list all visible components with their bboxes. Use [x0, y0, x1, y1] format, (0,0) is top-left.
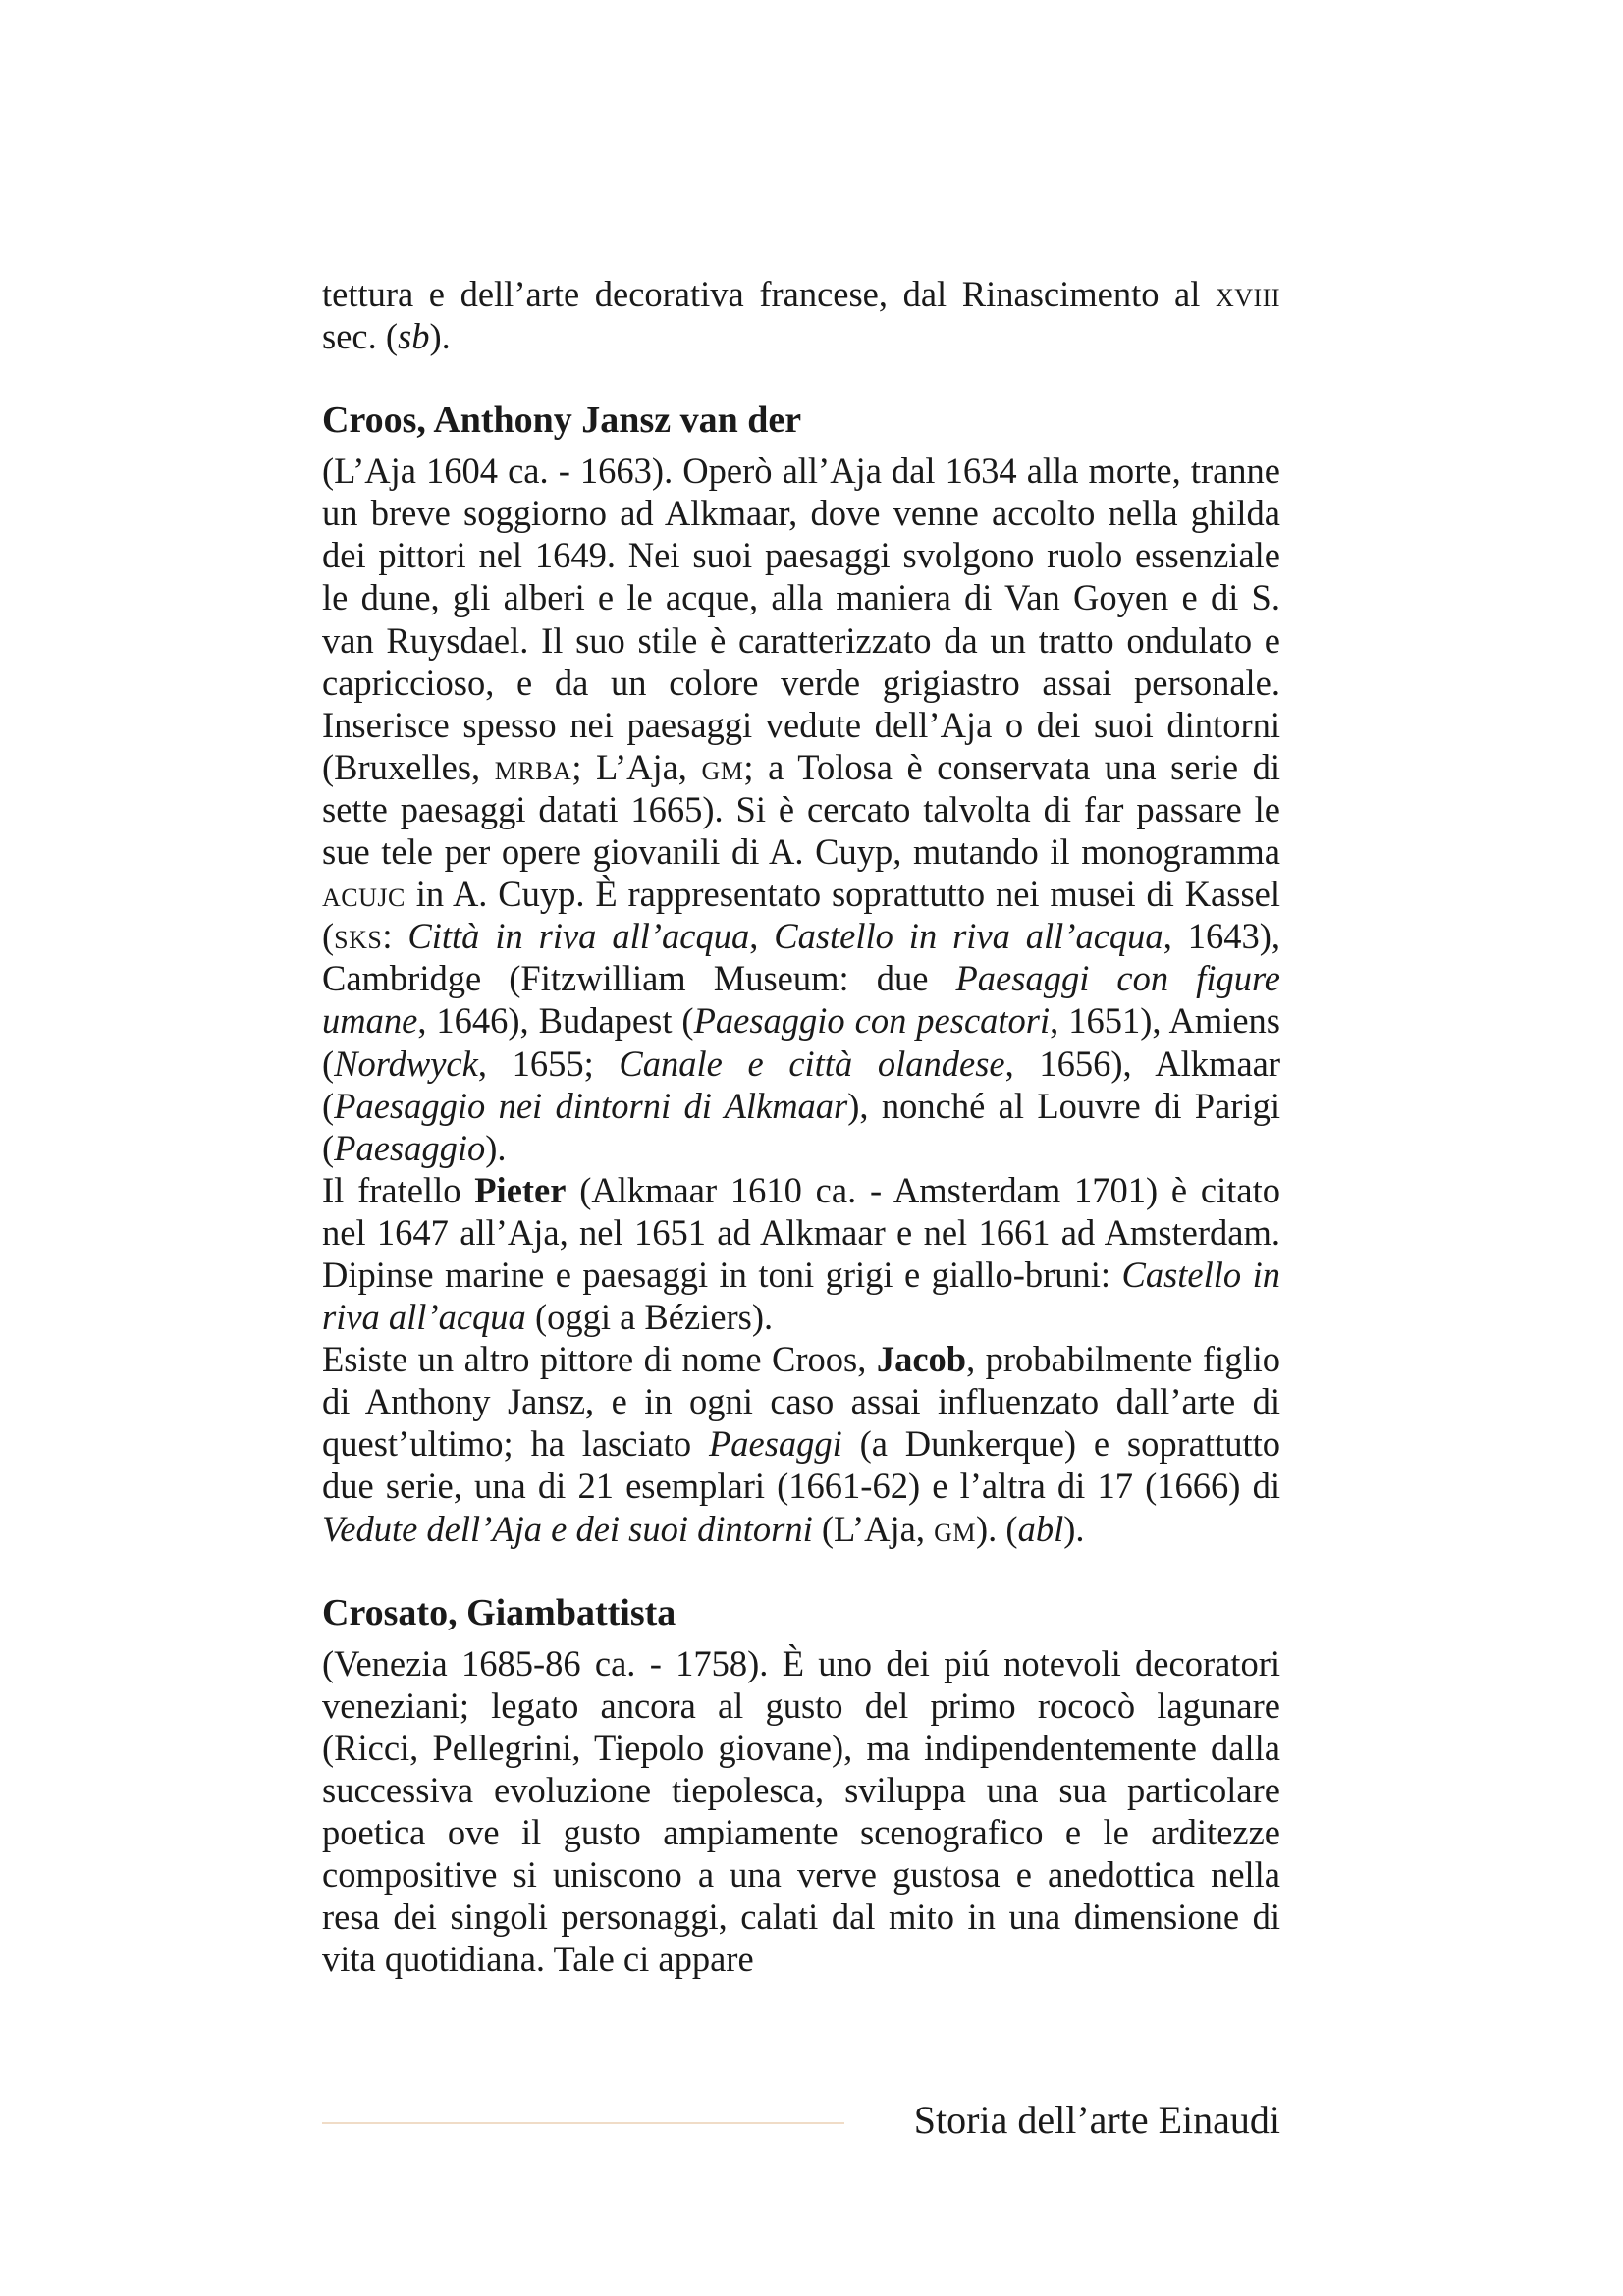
text-run: :: [382, 916, 408, 957]
text-run: ).: [485, 1127, 507, 1168]
text-run: (Venezia 1685-86 ca. - 1758). È uno dei piú notevoli decoratori veneziani; legato ancora al gusto del primo rococò lagunare (Ricci, Pellegrini, Tiepolo giovane), ma indipendentemente dalla successiva evoluzione tiepolesca, sviluppa una sua particolare poetica ove il gusto ampiamente scenografico e le arditezze compositive si uniscono a una verve gustosa e anedottica nella resa dei singoli personaggi, calati dal mito in una dimensione di vita quotidiana. Tale ci appare: [322, 1642, 1280, 1980]
text-run: ), nonché al Louvre di Parigi (: [322, 1085, 1280, 1168]
text-run: ; a Tolosa è conservata una serie di sette paesaggi datati 1665). Si è cercato talvolta di far passare le sue tele per opere giovanili di A. Cuyp, mutando il monogramma: [322, 746, 1280, 873]
italic-title: Vedute dell’Aja e dei suoi dintorni: [322, 1508, 813, 1549]
text-run: (L’Aja 1604 ca. - 1663). Operò all’Aja dal 1634 alla morte, tranne un breve soggiorno ad Alkmaar, dove venne accolto nella ghilda dei pittori nel 1649. Nei suoi paesaggi svolgono ruolo essenziale le dune, gli alberi e le acque, alla maniera di Van Goyen e di S. van Ruysdael. Il suo stile è caratterizzato da un tratto ondulato e capriccioso, e da un colore verde grigiastro assai personale. Inserisce spesso nei paesaggi vedute dell’Aja o dei suoi dintorni (Bruxelles,: [322, 451, 1280, 787]
entry-paragraph: [322, 1642, 1280, 1981]
intro-close: ).: [429, 316, 451, 357]
italic-title: Nordwyck: [334, 1042, 478, 1084]
entry-paragraph: [322, 450, 1280, 1169]
text-run: , 1643), Cambridge (Fitzwilliam Museum: due: [322, 916, 1280, 999]
italic-title: Castello in riva all’acqua: [774, 916, 1163, 957]
text-run: , 1646), Budapest (: [417, 1000, 694, 1041]
text-run: , probabilmente figlio di Anthony Jansz, e in ogni caso assai influenzato dall’arte di quest’ultimo; ha lasciato: [322, 1339, 1280, 1465]
italic-title: Castello in riva all’acqua: [322, 1254, 1280, 1338]
text-run: Esiste un altro pittore di nome Croos,: [322, 1339, 877, 1380]
bold-name: Pieter: [474, 1169, 567, 1210]
footer-rule: [322, 2122, 844, 2124]
italic-title: Canale e città olandese: [619, 1042, 1005, 1084]
abbreviation: gm: [934, 1508, 977, 1549]
entry-paragraph: [322, 1338, 1280, 1549]
text-run: , 1656), Alkmaar (: [322, 1042, 1280, 1126]
entry-heading-crosato: Crosato, Giambattista: [322, 1591, 676, 1633]
intro-author: sb: [398, 316, 430, 357]
text-run: (Alkmaar 1610 ca. - Amsterdam 1701) è citato nel 1647 all’Aja, nel 1651 ad Alkmaar e nel 1661 ad Amsterdam. Dipinse marine e paesaggi in toni grigi e giallo-bruni:: [322, 1169, 1280, 1295]
text-run: , 1651), Amiens (: [322, 1000, 1281, 1084]
italic-title: Città in riva all’acqua: [407, 916, 750, 957]
text-run: ).: [1063, 1508, 1085, 1549]
footer-title: Storia dell’arte Einaudi: [913, 2098, 1280, 2142]
abbreviation: mrba: [494, 746, 572, 787]
entry-paragraph: [322, 1169, 1280, 1338]
intro-century: xviii: [1215, 274, 1280, 314]
italic-title: Paesaggio con pescatori: [693, 1000, 1051, 1041]
abbreviation: sks: [334, 916, 383, 957]
abbreviation: gm: [701, 746, 744, 787]
text-run: in A. Cuyp. È rappresentato soprattutto nei musei di Kassel (: [322, 874, 1280, 957]
intro-text: tettura e dell’arte decorativa francese, dal Rinascimento al: [322, 274, 1216, 314]
entry-heading-croos: Croos, Anthony Jansz van der: [322, 400, 802, 442]
text-run: ; L’Aja,: [571, 746, 702, 787]
page-body: [322, 273, 1280, 1980]
bold-name: Jacob: [876, 1339, 967, 1380]
text-run: (a Dunkerque) e soprattutto due serie, una di 21 esemplari (1661-62) e l’altra di 17 (1666) di: [322, 1423, 1280, 1507]
text-run: ,: [749, 916, 775, 957]
intro-after-century: sec. (: [322, 316, 399, 357]
page-footer: [322, 2091, 1280, 2150]
text-run: ). (: [976, 1508, 1018, 1549]
text-run: (L’Aja,: [812, 1508, 935, 1549]
italic-title: Paesaggi: [708, 1423, 842, 1465]
text-run: Il fratello: [322, 1169, 475, 1210]
intro-paragraph: [322, 273, 1280, 357]
italic-title: Paesaggio nei dintorni di Alkmaar: [334, 1085, 848, 1126]
abbreviation: acujc: [322, 874, 406, 915]
text-run: , 1655;: [477, 1042, 620, 1084]
text-run: (oggi a Béziers).: [525, 1297, 774, 1338]
italic-title: Paesaggi con figure umane: [322, 958, 1281, 1041]
italic-title: Paesaggio: [334, 1127, 486, 1168]
italic-title: abl: [1017, 1508, 1064, 1549]
